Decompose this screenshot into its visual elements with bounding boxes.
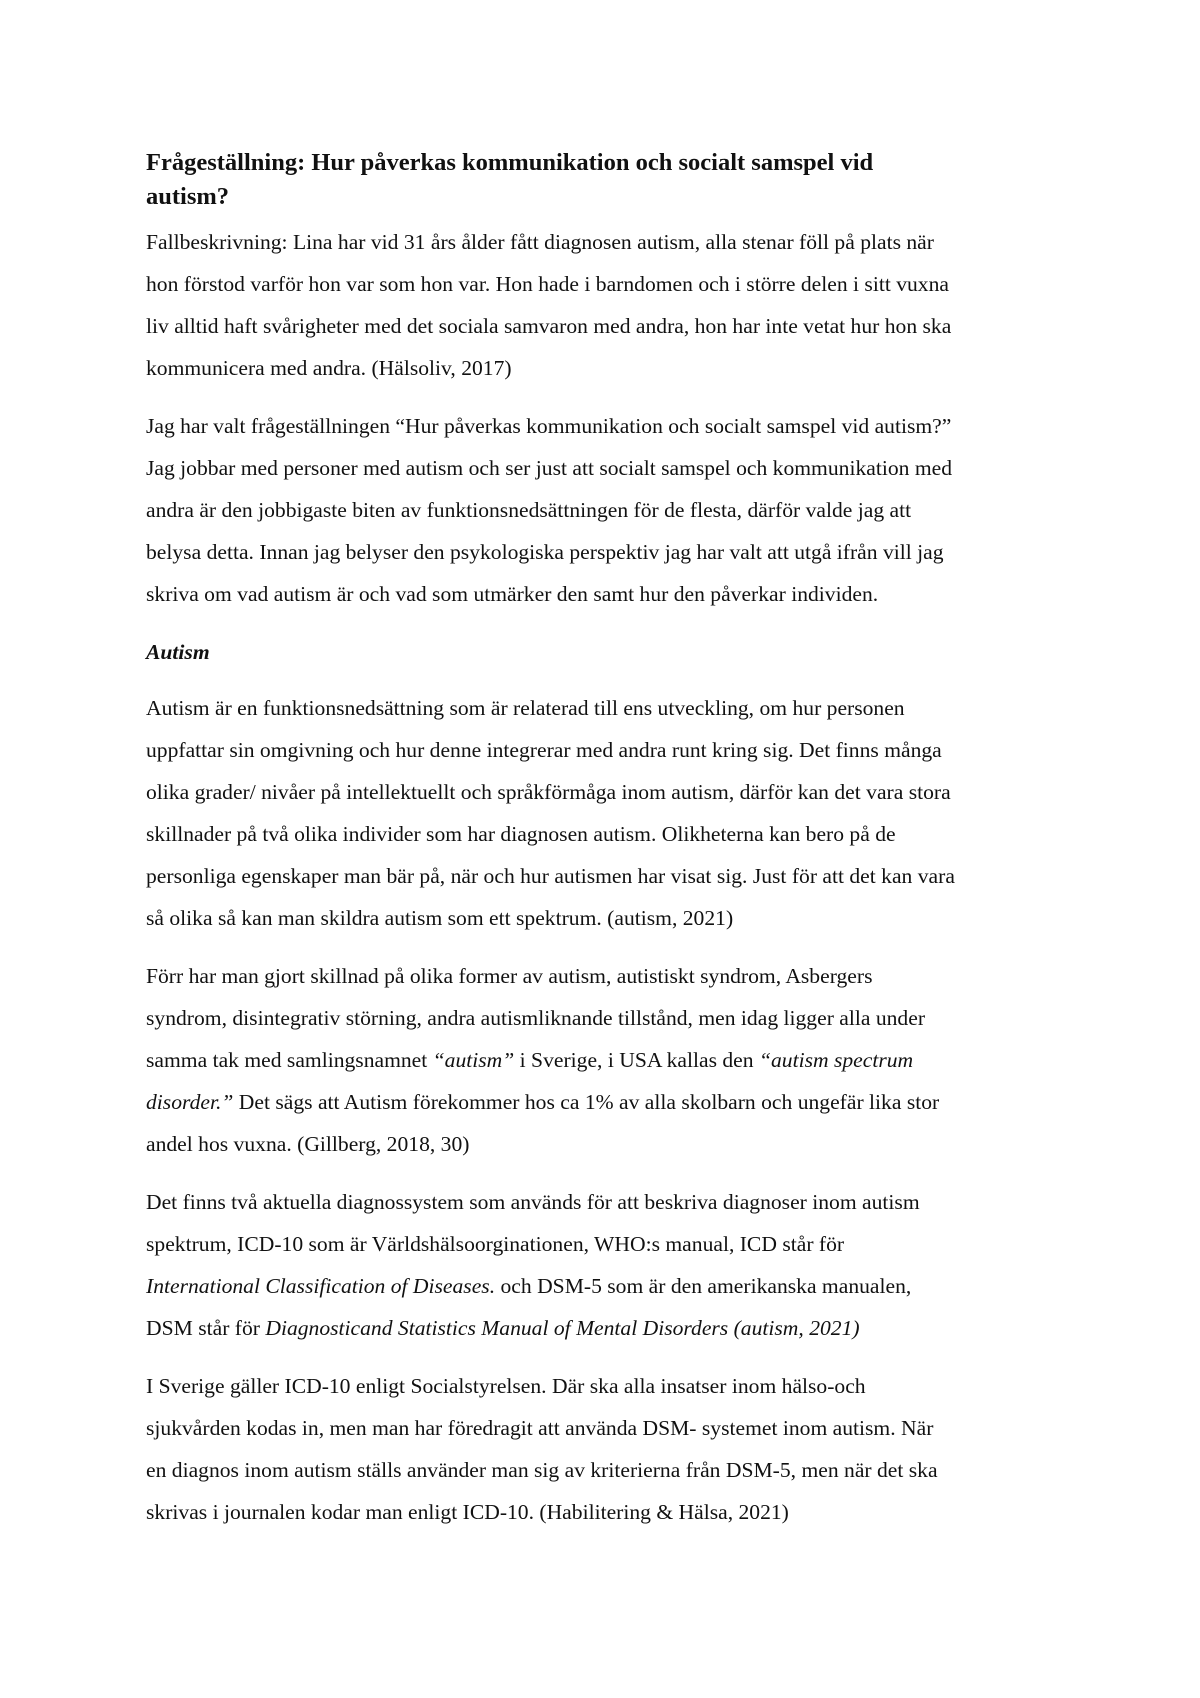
text-line: Autism är en funktionsnedsättning som är relaterad till ens utveckling, om hur personen bbox=[146, 696, 905, 720]
text-line bbox=[146, 1265, 1064, 1307]
text-line: skriva om vad autism är och vad som utmärker den samt hur den påverkar individen. bbox=[146, 582, 879, 606]
text-line: en diagnos inom autism ställs använder man sig av kriterierna från DSM-5, men när det ska bbox=[146, 1458, 938, 1482]
text-line: så olika så kan man skildra autism som ett spektrum. (autism, 2021) bbox=[146, 906, 734, 930]
diagnosis-systems-paragraph bbox=[146, 1181, 1064, 1349]
text-line: Jag har valt frågeställningen “Hur påverkas kommunikation och socialt samspel vid autism?” bbox=[146, 414, 952, 438]
italic-term: disorder.” bbox=[146, 1090, 234, 1114]
sweden-coding-paragraph bbox=[146, 1365, 1064, 1533]
document-page bbox=[146, 146, 1064, 1549]
text-line: olika grader/ nivåer på intellektuellt och språkförmåga inom autism, därför kan det vara stora bbox=[146, 780, 951, 804]
text-line: andel hos vuxna. (Gillberg, 2018, 30) bbox=[146, 1132, 470, 1156]
text-line bbox=[146, 1081, 1064, 1123]
case-description-paragraph bbox=[146, 221, 1064, 389]
title-line: autism? bbox=[146, 183, 230, 210]
text-line: Förr har man gjort skillnad på olika former av autism, autistiskt syndrom, Asbergers bbox=[146, 964, 873, 988]
section-heading-autism: Autism bbox=[146, 640, 210, 664]
italic-term: Diagnosticand Statistics Manual of Mental Disorders (autism, 2021) bbox=[265, 1316, 860, 1340]
text-run: Det sägs att Autism förekommer hos ca 1% av alla skolbarn och ungefär lika stor bbox=[233, 1090, 940, 1114]
text-line: spektrum, ICD-10 som är Världshälsoorginationen, WHO:s manual, ICD står för bbox=[146, 1232, 845, 1256]
text-line: skillnader på två olika individer som har diagnosen autism. Olikheterna kan bero på de bbox=[146, 822, 896, 846]
italic-term: “autism spectrum bbox=[758, 1048, 914, 1072]
autism-history-paragraph bbox=[146, 955, 1064, 1165]
title-line: Frågeställning: Hur påverkas kommunikation och socialt samspel vid bbox=[146, 149, 874, 176]
text-run: samma tak med samlingsnamnet bbox=[146, 1048, 433, 1072]
italic-term: International Classification of Diseases. bbox=[146, 1274, 496, 1298]
text-line: I Sverige gäller ICD-10 enligt Socialstyrelsen. Där ska alla insatser inom hälso-och bbox=[146, 1374, 866, 1398]
text-line: Det finns två aktuella diagnossystem som används för att beskriva diagnoser inom autism bbox=[146, 1190, 920, 1214]
autism-definition-paragraph bbox=[146, 687, 1064, 939]
page-title bbox=[146, 146, 1064, 214]
text-line: Jag jobbar med personer med autism och ser just att socialt samspel och kommunikation med bbox=[146, 456, 952, 480]
text-line: belysa detta. Innan jag belyser den psykologiska perspektiv jag har valt att utgå ifrån vill jag bbox=[146, 540, 944, 564]
text-line bbox=[146, 1307, 1064, 1349]
text-line: uppfattar sin omgivning och hur denne integrerar med andra runt kring sig. Det finns många bbox=[146, 738, 942, 762]
text-line: personliga egenskaper man bär på, när och hur autismen har visat sig. Just för att det kan vara bbox=[146, 864, 955, 888]
text-line: syndrom, disintegrativ störning, andra autismliknande tillstånd, men idag ligger alla under bbox=[146, 1006, 926, 1030]
text-line: skrivas i journalen kodar man enligt ICD-10. (Habilitering & Hälsa, 2021) bbox=[146, 1500, 789, 1524]
text-line: Fallbeskrivning: Lina har vid 31 års ålder fått diagnosen autism, alla stenar föll på plats när bbox=[146, 230, 934, 254]
text-line: kommunicera med andra. (Hälsoliv, 2017) bbox=[146, 356, 512, 380]
motivation-paragraph bbox=[146, 405, 1064, 615]
text-line: hon förstod varför hon var som hon var. Hon hade i barndomen och i större delen i sitt vuxna bbox=[146, 272, 949, 296]
text-run: i Sverige, i USA kallas den bbox=[514, 1048, 759, 1072]
text-line bbox=[146, 1039, 1064, 1081]
text-line: liv alltid haft svårigheter med det sociala samvaron med andra, hon har inte vetat hur hon ska bbox=[146, 314, 952, 338]
text-run: och DSM-5 som är den amerikanska manualen, bbox=[495, 1274, 912, 1298]
text-run: DSM står för bbox=[146, 1316, 266, 1340]
italic-term: “autism” bbox=[432, 1048, 515, 1072]
text-line: sjukvården kodas in, men man har föredragit att använda DSM- systemet inom autism. När bbox=[146, 1416, 934, 1440]
text-line: andra är den jobbigaste biten av funktionsnedsättningen för de flesta, därför valde jag att bbox=[146, 498, 912, 522]
